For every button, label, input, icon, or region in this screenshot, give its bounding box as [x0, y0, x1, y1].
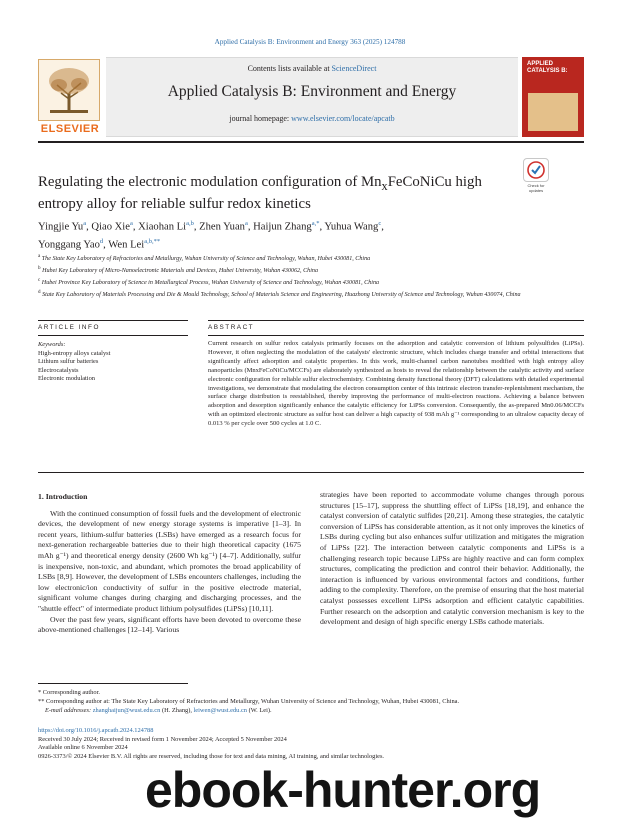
journal-cover-thumbnail[interactable]	[522, 57, 584, 137]
contents-line	[106, 64, 518, 73]
author-affiliation-mark[interactable]: c	[378, 220, 382, 227]
received-dates: Received 30 July 2024; Received in revised form 1 November 2024; Accepted 5 November 2024	[38, 735, 287, 743]
footnote-rule	[38, 683, 188, 684]
author-list: Yingjie Yu$^a$, Qiao Xie$^a$, Xiaohan Li$^{a,b}$, Zhen Yuan$^a$, Haijun Zhang$^{a,*}$, Yuhua Wang$^c$, Yonggang Yao$^d$, Wen Lei$^{a,b,**}$	[38, 220, 384, 251]
left-column	[38, 492, 301, 636]
elsevier-logo[interactable]	[38, 59, 102, 135]
body-paragraph: Over the past few years, significant efforts have been devoted to overcome these above-mentioned challenges [12–14]. Various	[38, 614, 301, 635]
affiliation-item: $^b$ Hubei Key Laboratory of Micro-Nanoelectronic Materials and Devices, Hubei University, Wuhan 430062, China	[38, 265, 319, 275]
abstract-heading: ABSTRACT	[208, 324, 255, 331]
author-affiliation-mark[interactable]: a,b	[186, 220, 194, 227]
cover-title: APPLIED CATALYSIS B:	[527, 61, 568, 74]
elsevier-tree-icon	[38, 59, 100, 121]
keyword-item: Electronic modulation	[38, 375, 95, 383]
elsevier-wordmark: ELSEVIER	[40, 123, 100, 135]
introduction-heading: 1. Introduction	[38, 492, 88, 501]
abstract-text: Current research on sulfur redox catalysis primarily focuses on the adsorption and catalytic conversion of lithium polysulfides (LiPSs). However, it often neglecting the modulation of the catalysts' electronic structure, which includes charge transfer and orbital interactions that significantly affect adsorption and catalytic properties. In this work, multi-channel carbon nanotubes modified with high entropy alloy nanoparticles (MnxFeCoNiCu/MCCFs) are elaborately synthesized as hosts to reveal the relationship between the catalytic activity and surface electronic configuration for reliable sulfur electrochemistry. Combining density functional theory (DFT) calculations with detailed experimental investigations, we demonstrate that modulating the electron consumption center of this intrinsic electron transfer-replenishment mechanism, the surface charge distribution is reestablished, thereby improving the performance of multi-electron reactions. Achieving a balance between adsorption and desorption significantly enhance the catalytic efficiency for LiPSs conversion. Consequently, the as-prepared Mn0.06/MCCFs with an optimized electronic structure as sulfur host can deliver a high capacity of 938 mAh g⁻¹ corresponding to an ultralow capacity decay of 0.013 % per cycle over 500 cycles at 1.0 C.	[208, 340, 584, 428]
keyword-item: Electrocatalysts	[38, 366, 79, 374]
affiliations	[38, 252, 584, 300]
keyword-item: High-entropy alloys catalyst	[38, 349, 111, 357]
affiliation-item: $^d$ State Key Laboratory of Materials Processing and Die & Mould Technology, School of Materials Science and Engineering, Huazhong University of Science and Technology, Wuhan 430074, China	[38, 289, 521, 299]
available-online: Available online 6 November 2024	[38, 744, 128, 752]
cover-image	[528, 93, 578, 131]
crossmark-label: Check for updates	[527, 183, 545, 193]
journal-header-box	[106, 57, 518, 137]
author-affiliation-mark[interactable]: a	[244, 220, 248, 227]
abstract-rule-top	[208, 320, 584, 321]
homepage-line	[106, 114, 518, 123]
author-name[interactable]: Wen Lei	[108, 239, 145, 251]
article-info-rule	[38, 335, 188, 336]
author-affiliation-mark[interactable]: d	[99, 238, 104, 246]
author-name[interactable]: Yuhua Wang	[324, 221, 379, 233]
corresponding-author-address: ** Corresponding author at: The State Key Laboratory of Refractories and Metallurgy, Wuhan University of Science and Technology, Wuhan, Hubei 430081, China.	[38, 698, 460, 705]
sciencedirect-link[interactable]: ScienceDirect	[331, 64, 377, 73]
affiliation-item: $^a$ The State Key Laboratory of Refractories and Metallurgy, Wuhan University of Science and Technology, Wuhan, Hubei 430081, China	[38, 253, 371, 263]
abstract-rule	[208, 335, 584, 336]
crossmark-icon	[523, 158, 549, 182]
article-info-heading: ARTICLE INFO	[38, 324, 100, 331]
journal-masthead	[38, 57, 584, 137]
corresponding-author-note: * Corresponding author.	[38, 689, 100, 696]
homepage-link[interactable]: www.elsevier.com/locate/apcatb	[291, 114, 395, 123]
email-link-lei[interactable]: leiwen@wust.edu.cn	[193, 707, 247, 714]
body-paragraph: With the continued consumption of fossil fuels and the development of electronic devices, the development of new energy storage systems is imperative [1–3]. In recent years, lithium-sulfur batteries (LSBs) have emerged as a research focus for next-generation rechargeable batteries due to their high theoretical capacity (1675 mAh g⁻¹) and theoretical energy density (2600 Wh kg⁻¹) [4–7]. Additionally, sulfur is inexpensive, non-toxic, and abundant, which promotes the broad applicability of LSBs [8,9]. However, the development of LSBs encounters challenges, including the low electronic/ion conductivity of sulfur in the positive electrode material, significant volume changes during charging and discharging processes, and the "shuttle effect" of intermediate product lithium polysulfides (LiPSs) [10,11].	[38, 508, 301, 613]
email-link-zhang[interactable]: zhanghaijun@wust.edu.cn	[92, 707, 161, 714]
right-column	[320, 490, 584, 628]
watermark-text: ebook-hunter.org	[145, 762, 541, 818]
author-name[interactable]: Xiaohan Li	[138, 221, 187, 233]
author-name[interactable]: Haijun Zhang	[253, 221, 312, 233]
article-info-rule-top	[38, 320, 188, 321]
journal-reference-link[interactable]: Applied Catalysis B: Environment and Energy 363 (2025) 124788	[214, 38, 406, 46]
author-affiliation-mark[interactable]: a,*	[311, 220, 320, 227]
author-affiliation-mark[interactable]: a,b,**	[144, 238, 161, 246]
body-paragraph: strategies have been reported to accommodate volume changes through porous structures [15–17], suppress the shuttling effect of LiPSs [18,19], and enhance the catalyst conversion of catalytic sulfides [20,21]. Among these strategies, the catalytic conversion of LiPSs has considerable attention, as it not only improves the kinetics of LSBs during cycling but also enhances sulfur utilization and mitigates the migration of LiPSs [22]. The interaction between catalytic components and LiPSs is a challenging research topic because LiPSs are highly reactive and can form complex structures, complicating the prediction and control their behavior. Additionally, the interaction is influenced by various environmental factors and conditions, further adding to the complexity. Therefore, on the premise of ensuring that the host material catalyst possesses excellent LiPSs adsorption and efficient catalytic capabilities. Further research on the adsorption and catalytic conversion mechanism is key to the development and design of high specific energy LSBs cathode materials.	[320, 490, 584, 627]
title-part-1: Regulating the electronic modulation configuration of Mn	[38, 174, 382, 190]
author-name[interactable]: Qiao Xie	[91, 221, 130, 233]
author-name[interactable]: Zhen Yuan	[199, 221, 245, 233]
contents-prefix: Contents lists available at	[247, 64, 332, 73]
homepage-prefix: journal homepage:	[229, 114, 292, 123]
copyright-line: 0926-3373/© 2024 Elsevier B.V. All rights are reserved, including those for text and data mining, AI training, and similar technologies.	[38, 752, 385, 760]
abstract-bottom-rule	[38, 472, 584, 473]
doi-link[interactable]: https://doi.org/10.1016/j.apcatb.2024.124788	[38, 727, 154, 734]
publication-info	[38, 727, 584, 761]
author-affiliation-mark[interactable]: a	[83, 220, 87, 227]
keywords-label: Keywords:	[38, 341, 66, 348]
title-subscript: x	[381, 178, 388, 193]
crossmark-button[interactable]	[520, 158, 552, 193]
email-addresses: E-mail addresses: zhanghaijun@wust.edu.cn (H. Zhang), leiwen@wust.edu.cn (W. Lei).	[45, 707, 272, 714]
author-name[interactable]: Yingjie Yu	[38, 221, 84, 233]
title-part-2: FeCoNiCu high entropy alloy for reliable sulfur redox kinetics	[38, 174, 482, 212]
keywords-block	[38, 341, 188, 384]
footnotes	[38, 688, 584, 715]
paper-title	[38, 173, 498, 213]
journal-title: Applied Catalysis B: Environment and Energy	[167, 83, 457, 100]
affiliation-item: $^c$ Hubei Province Key Laboratory of Science in Metallurgical Process, Wuhan University of Science and Technology, Wuhan 430081, China	[38, 277, 380, 287]
author-name[interactable]: Yonggang Yao	[38, 239, 100, 251]
author-affiliation-mark[interactable]: a	[129, 220, 133, 227]
keyword-item: Lithium sulfur batteries	[38, 358, 99, 366]
masthead-rule	[38, 141, 584, 143]
